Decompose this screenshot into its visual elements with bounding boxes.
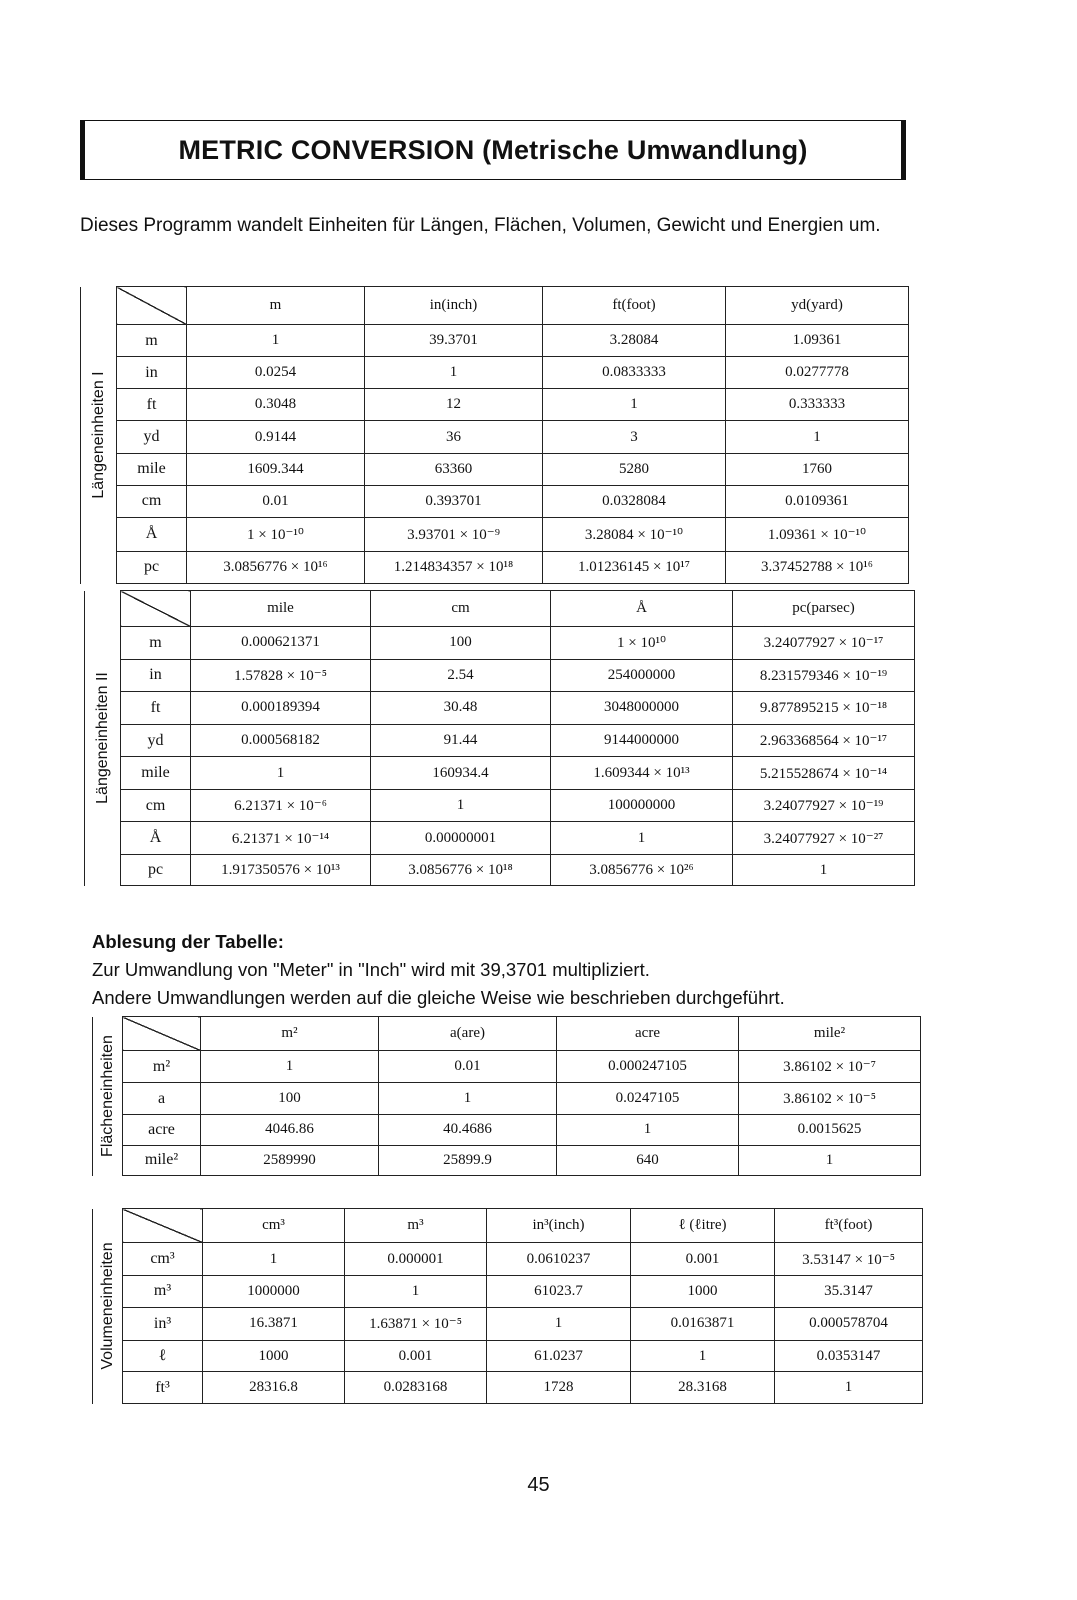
table-side-label xyxy=(85,591,121,886)
table-row xyxy=(81,453,909,485)
column-header: mile² xyxy=(739,1017,921,1051)
table-cell: 0.0254 xyxy=(187,357,365,389)
table-row xyxy=(85,692,915,725)
table-row xyxy=(81,357,909,389)
table-cell: 100 xyxy=(201,1083,379,1115)
table-cell: 35.3147 xyxy=(775,1276,923,1308)
table-cell: 100 xyxy=(371,627,551,660)
table-cell: 0.001 xyxy=(631,1243,775,1276)
table-cell: 2.963368564 × 10⁻¹⁷ xyxy=(733,724,915,757)
reading-heading: Ablesung der Tabelle: xyxy=(92,931,284,952)
row-unit: yd xyxy=(117,421,187,453)
row-unit: ft xyxy=(121,692,191,725)
table-cell: 91.44 xyxy=(371,724,551,757)
table-cell: 0.0109361 xyxy=(726,485,909,517)
column-header: cm³ xyxy=(203,1209,345,1243)
row-unit: in xyxy=(121,659,191,692)
corner-diagonal-cell xyxy=(121,591,191,627)
table-cell: 9144000000 xyxy=(551,724,733,757)
table-cell: 4046.86 xyxy=(201,1115,379,1145)
table-cell: 0.000578704 xyxy=(775,1307,923,1340)
table-side-label xyxy=(93,1209,123,1404)
table-cell: 3.0856776 × 10¹⁸ xyxy=(371,855,551,886)
page-number: 45 xyxy=(527,1474,550,1496)
table-cell: 5.215528674 × 10⁻¹⁴ xyxy=(733,757,915,790)
table-cell: 36 xyxy=(365,421,543,453)
row-unit: m xyxy=(121,627,191,660)
table-cell: 2589990 xyxy=(201,1145,379,1175)
table-row xyxy=(85,822,915,855)
table-cell: 0.000001 xyxy=(345,1243,487,1276)
area-table xyxy=(92,1016,921,1176)
table-row xyxy=(81,517,909,551)
table-cell: 640 xyxy=(557,1145,739,1175)
table-cell: 1.917350576 × 10¹³ xyxy=(191,855,371,886)
row-unit: acre xyxy=(123,1115,201,1145)
table-cell: 3.86102 × 10⁻⁵ xyxy=(739,1083,921,1115)
table-cell: 0.0833333 xyxy=(543,357,726,389)
row-unit: Å xyxy=(117,517,187,551)
table-cell: 1728 xyxy=(487,1372,631,1404)
row-unit: mile xyxy=(121,757,191,790)
row-unit: a xyxy=(123,1083,201,1115)
side-label-text: Volumeneinheiten xyxy=(98,1242,116,1370)
table-cell: 6.21371 × 10⁻¹⁴ xyxy=(191,822,371,855)
table-row xyxy=(81,325,909,357)
column-header: Å xyxy=(551,591,733,627)
table-row xyxy=(85,724,915,757)
table-cell: 61023.7 xyxy=(487,1276,631,1308)
table-cell: 3.0856776 × 10¹⁶ xyxy=(187,551,365,583)
table-cell: 1 xyxy=(487,1307,631,1340)
table-cell: 25899.9 xyxy=(379,1145,557,1175)
table-cell: 0.0277778 xyxy=(726,357,909,389)
row-unit: pc xyxy=(117,551,187,583)
column-header: acre xyxy=(557,1017,739,1051)
table-cell: 5280 xyxy=(543,453,726,485)
row-unit: in³ xyxy=(123,1307,203,1340)
corner-diagonal-cell xyxy=(123,1209,203,1243)
row-unit: ft xyxy=(117,389,187,421)
row-unit: ℓ xyxy=(123,1340,203,1372)
table-cell: 16.3871 xyxy=(203,1307,345,1340)
table-cell: 63360 xyxy=(365,453,543,485)
table-cell: 1760 xyxy=(726,453,909,485)
table-cell: 3.37452788 × 10¹⁶ xyxy=(726,551,909,583)
table-cell: 3.0856776 × 10²⁶ xyxy=(551,855,733,886)
row-unit: m² xyxy=(123,1051,201,1083)
table-cell: 1.57828 × 10⁻⁵ xyxy=(191,659,371,692)
table-reading-note xyxy=(92,928,992,1012)
table-cell: 1.63871 × 10⁻⁵ xyxy=(345,1307,487,1340)
column-header: m xyxy=(187,287,365,325)
table-cell: 1 xyxy=(201,1051,379,1083)
column-header: mile xyxy=(191,591,371,627)
table-cell: 1 xyxy=(379,1083,557,1115)
table-cell: 1.214834357 × 10¹⁸ xyxy=(365,551,543,583)
table-row xyxy=(85,627,915,660)
table-cell: 1000000 xyxy=(203,1276,345,1308)
table-cell: 1 xyxy=(775,1372,923,1404)
reading-line-2: Andere Umwandlungen werden auf die gleiche Weise wie beschrieben durchgeführt. xyxy=(92,987,785,1008)
table-cell: 1 xyxy=(726,421,909,453)
table-row xyxy=(93,1243,923,1276)
table-cell: 0.333333 xyxy=(726,389,909,421)
table-cell: 3.86102 × 10⁻⁷ xyxy=(739,1051,921,1083)
table-cell: 2.54 xyxy=(371,659,551,692)
table-cell: 0.01 xyxy=(187,485,365,517)
column-header: m² xyxy=(201,1017,379,1051)
column-header: cm xyxy=(371,591,551,627)
table-cell: 28.3168 xyxy=(631,1372,775,1404)
table-cell: 1000 xyxy=(631,1276,775,1308)
table-side-label xyxy=(93,1017,123,1176)
column-header: ft(foot) xyxy=(543,287,726,325)
column-header: in(inch) xyxy=(365,287,543,325)
table-row xyxy=(81,421,909,453)
column-header: in³(inch) xyxy=(487,1209,631,1243)
table-cell: 1.01236145 × 10¹⁷ xyxy=(543,551,726,583)
table-row xyxy=(93,1307,923,1340)
table-cell: 3048000000 xyxy=(551,692,733,725)
table-cell: 0.0247105 xyxy=(557,1083,739,1115)
table-row xyxy=(93,1276,923,1308)
table-cell: 0.000189394 xyxy=(191,692,371,725)
side-label-text: Längeneinheiten II xyxy=(93,672,111,804)
table-cell: 12 xyxy=(365,389,543,421)
table-row xyxy=(85,855,915,886)
table-cell: 1 xyxy=(203,1243,345,1276)
table-cell: 8.231579346 × 10⁻¹⁹ xyxy=(733,659,915,692)
table-cell: 1 × 10¹⁰ xyxy=(551,627,733,660)
table-cell: 1 xyxy=(371,789,551,822)
corner-diagonal-cell xyxy=(123,1017,201,1051)
table-cell: 3.53147 × 10⁻⁵ xyxy=(775,1243,923,1276)
table-cell: 0.0283168 xyxy=(345,1372,487,1404)
table-row xyxy=(85,757,915,790)
table-cell: 3 xyxy=(543,421,726,453)
table-cell: 1.609344 × 10¹³ xyxy=(551,757,733,790)
table-cell: 0.393701 xyxy=(365,485,543,517)
page-title: METRIC CONVERSION (Metrische Umwandlung) xyxy=(178,134,808,165)
column-header: m³ xyxy=(345,1209,487,1243)
table-cell: 1 xyxy=(187,325,365,357)
table-cell: 0.000247105 xyxy=(557,1051,739,1083)
table-cell: 0.0163871 xyxy=(631,1307,775,1340)
row-unit: cm xyxy=(117,485,187,517)
table-cell: 3.24077927 × 10⁻²⁷ xyxy=(733,822,915,855)
table-row xyxy=(81,389,909,421)
side-label-text: Längeneinheiten I xyxy=(89,371,107,499)
row-unit: yd xyxy=(121,724,191,757)
table-row xyxy=(85,659,915,692)
row-unit: m xyxy=(117,325,187,357)
row-unit: mile xyxy=(117,453,187,485)
table-row xyxy=(93,1083,921,1115)
table-cell: 0.00000001 xyxy=(371,822,551,855)
table-cell: 3.93701 × 10⁻⁹ xyxy=(365,517,543,551)
table-cell: 0.9144 xyxy=(187,421,365,453)
table-cell: 39.3701 xyxy=(365,325,543,357)
table-cell: 1.09361 × 10⁻¹⁰ xyxy=(726,517,909,551)
table-cell: 254000000 xyxy=(551,659,733,692)
table-cell: 28316.8 xyxy=(203,1372,345,1404)
title-box xyxy=(80,120,906,180)
table-cell: 61.0237 xyxy=(487,1340,631,1372)
table-cell: 1 xyxy=(739,1145,921,1175)
table-cell: 0.3048 xyxy=(187,389,365,421)
table-cell: 1 xyxy=(345,1276,487,1308)
table-cell: 0.0610237 xyxy=(487,1243,631,1276)
table-cell: 1 xyxy=(191,757,371,790)
table-row xyxy=(93,1051,921,1083)
side-label-text: Flächeneinheiten xyxy=(98,1035,116,1157)
table-cell: 30.48 xyxy=(371,692,551,725)
table-row xyxy=(93,1372,923,1404)
table-row xyxy=(81,485,909,517)
table-cell: 1609.344 xyxy=(187,453,365,485)
table-row xyxy=(81,551,909,583)
reading-line-1: Zur Umwandlung von "Meter" in "Inch" wird mit 39,3701 multipliziert. xyxy=(92,959,650,980)
table-cell: 1 xyxy=(733,855,915,886)
table-cell: 0.0328084 xyxy=(543,485,726,517)
row-unit: in xyxy=(117,357,187,389)
table-cell: 0.000621371 xyxy=(191,627,371,660)
table-cell: 6.21371 × 10⁻⁶ xyxy=(191,789,371,822)
table-cell: 0.01 xyxy=(379,1051,557,1083)
table-cell: 1 xyxy=(543,389,726,421)
table-cell: 3.28084 xyxy=(543,325,726,357)
row-unit: m³ xyxy=(123,1276,203,1308)
column-header: yd(yard) xyxy=(726,287,909,325)
table-cell: 9.877895215 × 10⁻¹⁸ xyxy=(733,692,915,725)
table-cell: 0.0015625 xyxy=(739,1115,921,1145)
table-cell: 1 xyxy=(551,822,733,855)
table-cell: 1 xyxy=(365,357,543,389)
table-row xyxy=(85,789,915,822)
length-table-2 xyxy=(84,590,915,886)
table-cell: 0.0353147 xyxy=(775,1340,923,1372)
table-cell: 3.24077927 × 10⁻¹⁹ xyxy=(733,789,915,822)
column-header: ℓ (ℓitre) xyxy=(631,1209,775,1243)
row-unit: ft³ xyxy=(123,1372,203,1404)
intro-text: Dieses Programm wandelt Einheiten für Längen, Flächen, Volumen, Gewicht und Energien um. xyxy=(80,215,881,236)
table-cell: 3.24077927 × 10⁻¹⁷ xyxy=(733,627,915,660)
table-cell: 1000 xyxy=(203,1340,345,1372)
column-header: ft³(foot) xyxy=(775,1209,923,1243)
table-cell: 0.000568182 xyxy=(191,724,371,757)
table-cell: 1 xyxy=(631,1340,775,1372)
table-row xyxy=(93,1340,923,1372)
row-unit: mile² xyxy=(123,1145,201,1175)
table-cell: 160934.4 xyxy=(371,757,551,790)
table-cell: 0.001 xyxy=(345,1340,487,1372)
table-row xyxy=(93,1115,921,1145)
table-cell: 1 × 10⁻¹⁰ xyxy=(187,517,365,551)
table-cell: 3.28084 × 10⁻¹⁰ xyxy=(543,517,726,551)
table-cell: 1.09361 xyxy=(726,325,909,357)
column-header: a(are) xyxy=(379,1017,557,1051)
corner-diagonal-cell xyxy=(117,287,187,325)
length-table-1 xyxy=(80,286,909,584)
column-header: pc(parsec) xyxy=(733,591,915,627)
table-cell: 1 xyxy=(557,1115,739,1145)
row-unit: Å xyxy=(121,822,191,855)
row-unit: cm xyxy=(121,789,191,822)
volume-table xyxy=(92,1208,923,1404)
table-cell: 100000000 xyxy=(551,789,733,822)
table-cell: 40.4686 xyxy=(379,1115,557,1145)
row-unit: cm³ xyxy=(123,1243,203,1276)
table-row xyxy=(93,1145,921,1175)
table-side-label xyxy=(81,287,117,584)
row-unit: pc xyxy=(121,855,191,886)
